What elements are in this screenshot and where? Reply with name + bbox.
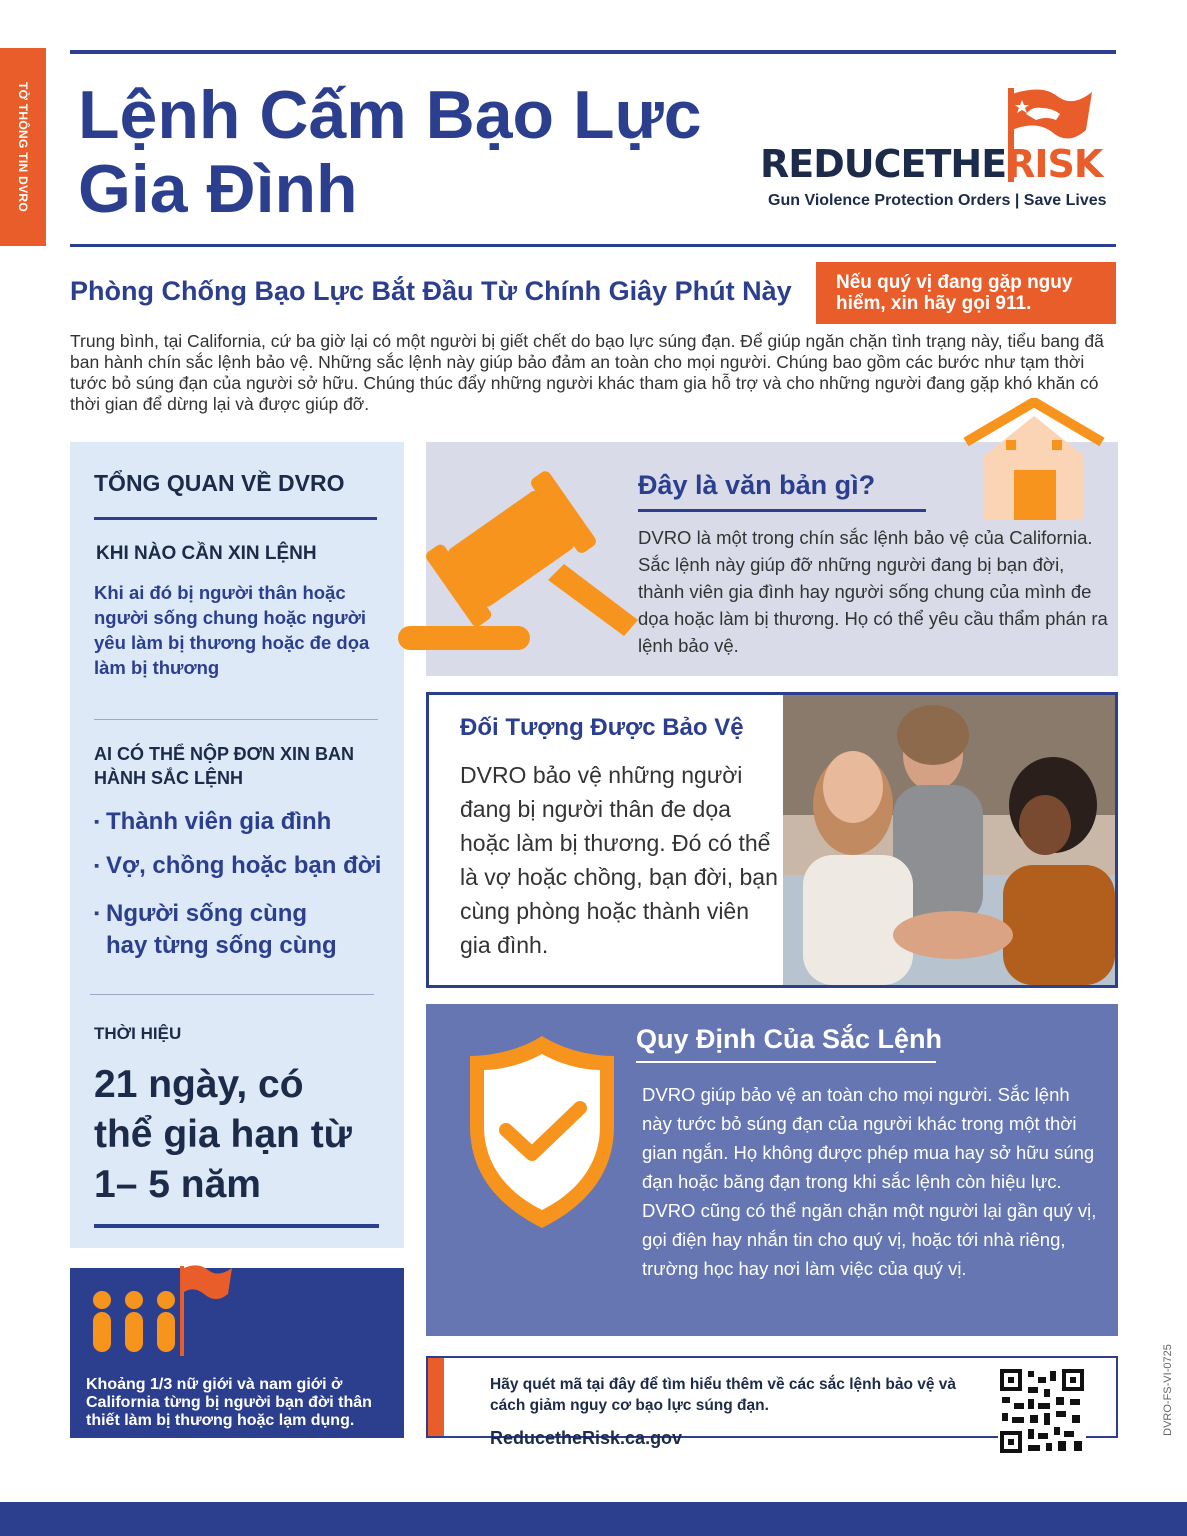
duration-text: 21 ngày, có thể gia hạn từ 1– 5 năm [94,1063,352,1206]
overview-heading: TỔNG QUAN VỀ DVRO [94,470,345,496]
what-body: DVRO là một trong chín sắc lệnh bảo vệ của California. Sắc lệnh này giúp đỡ những người đang bị bạn đời, thành viên gia đình hay người sống chung của mình đe dọa hoặc làm bị thương. Họ có thể yêu cầu thẩm phán ra lệnh bảo vệ. [638,527,1108,656]
header-rule [70,244,1116,247]
document-code [1148,1340,1187,1440]
intro-paragraph: Trung bình, tại California, cứ ba giờ lại có một người bị giết chết do bạo lực súng đạn. Để giúp ngăn chặn tình trạng này, tiểu bang đã ban hành chín sắc lệnh bảo vệ. Những sắc lệnh này giúp bảo đảm an toàn cho mọi người. Chúng bao gồm các bước như tạm thời tước bỏ súng đạn của người sở hữu. Chúng thúc đẩy những người khác tham gia hỗ trợ và cho những người đang gặp khó khăn có thời gian để dừng lại và được giúp đỡ. [70,331,1104,414]
duration-rule [94,1224,379,1228]
who-item: ▪ Thành viên gia đình [94,808,332,835]
rules-body: DVRO giúp bảo vệ an toàn cho mọi người. Sắc lệnh này tước bỏ súng đạn của người khác trong một thời gian ngắn. Họ không được phép mua hay sở hữu súng đạn hoặc băng đạn trong khi sắc lệnh còn hiệu lực. DVRO cũng có thể ngăn chặn một người lại gần quý vị, gọi điện hay nhắn tin cho quý vị, hoặc tới nhà riêng, trường học hay nơi làm việc của quý vị. [642,1084,1097,1279]
qr-accent-bar [428,1358,444,1436]
logo-word-reduce: REDUCE [760,142,926,186]
statistic-text: Khoảng 1/3 nữ giới và nam giới ở California từng bị người bạn đời thân thiết làm bị thương hoặc lạm dụng. [86,1376,372,1429]
shield-check-icon [462,1030,622,1234]
support-group-photo [783,695,1115,985]
house-icon [962,398,1106,520]
who-item: ▪ Người sống cùng hay từng sống cùng [94,898,354,962]
logo-wordmark [760,142,1102,186]
what-heading: Đây là văn bản gì? [638,470,876,500]
emergency-alert: Nếu quý vị đang gặp nguy hiểm, xin hãy gọi 911. [816,262,1116,324]
what-rule [638,509,926,512]
duration-heading: THỜI HIỆU [94,1024,182,1043]
logo-word-the: THE [925,142,1007,186]
people-flag-icon [86,1260,246,1372]
rules-rule [636,1061,936,1063]
logo-word-risk: RISK [1006,142,1103,186]
protected-body: DVRO bảo vệ những người đang bị người thân đe dọa hoặc làm bị thương. Đó có thể là vợ hoặc chồng, bạn đời, bạn cùng phòng hoặc thành viên gia đình. [460,762,778,958]
rules-heading: Quy Định Của Sắc Lệnh [636,1024,943,1054]
who-item-label: Thành viên gia đình [106,808,332,835]
who-heading: AI CÓ THỂ NỘP ĐƠN XIN BAN HÀNH SẮC LỆNH [94,744,355,788]
qr-text: Hãy quét mã tại đây để tìm hiểu thêm về các sắc lệnh bảo vệ và cách giảm nguy cơ bạo lực súng đạn. [490,1376,957,1414]
protected-heading: Đối Tượng Được Bảo Vệ [460,714,744,741]
when-text: Khi ai đó bị người thân hoặc người sống chung hoặc người yêu làm bị thương hoặc đe dọa làm bị thương [94,582,370,678]
page-title: Lệnh Cấm Bạo Lực Gia Đình [78,77,702,227]
gavel-icon [398,470,638,656]
who-item-label: Người sống cùng hay từng sống cùng [106,900,337,959]
side-tab-label: TỜ THÔNG TIN DVRO [16,82,30,212]
when-heading: KHI NÀO CẦN XIN LỆNH [96,543,317,564]
logo-tagline: Gun Violence Protection Orders | Save Lives [768,192,1107,209]
side-tab [0,48,46,246]
overview-rule [94,517,377,520]
footer-bar [0,1502,1187,1536]
document-code-label: DVRO-FS-VI-0725 [1162,1344,1175,1436]
top-rule [70,50,1116,54]
who-item: ▪ Vợ, chồng hoặc bạn đời [94,852,382,879]
divider [94,719,378,720]
subtitle: Phòng Chống Bạo Lực Bắt Đầu Từ Chính Giây Phút Này [70,276,792,306]
divider [90,994,374,995]
website-link[interactable]: ReducetheRisk.ca.gov [490,1428,683,1448]
qr-code-icon[interactable] [998,1367,1086,1455]
who-item-label: Vợ, chồng hoặc bạn đời [106,852,382,879]
